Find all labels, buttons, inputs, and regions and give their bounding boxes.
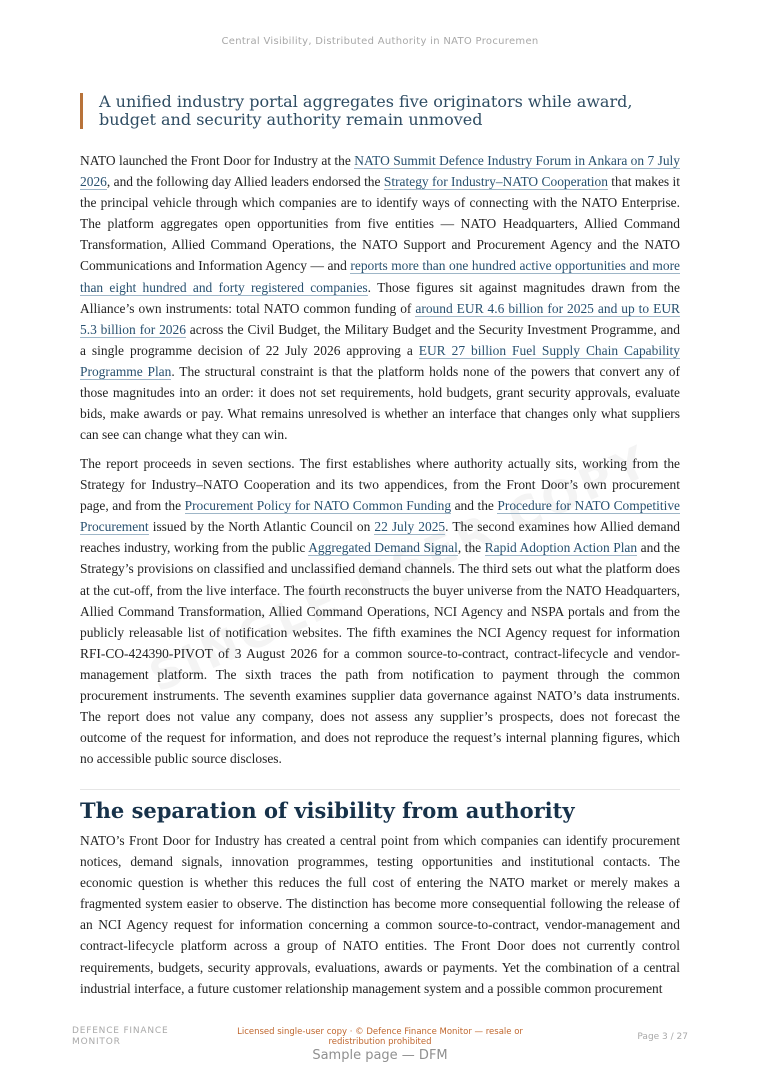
page-number: Page 3 / 27: [637, 1032, 688, 1042]
sample-label: Sample page — DFM: [312, 1048, 448, 1063]
link-fuel-supply-plan[interactable]: EUR 27 billion Fuel Supply Chain Capability Programme Plan: [80, 342, 680, 379]
link-common-funding[interactable]: around EUR 4.6 billion for 2025 and up to EUR 5.3 billion for 2026: [80, 300, 680, 337]
section-heading: The separation of visibility from authority: [80, 798, 575, 823]
body-paragraph-2: [80, 453, 680, 769]
text-run: , the: [457, 540, 485, 556]
text-run: issued by the North Atlantic Council on: [148, 519, 375, 535]
pull-quote: A unified industry portal aggregates five originators while award, budget and security authority remain unmoved: [80, 93, 680, 129]
text-run: that makes it the principal vehicle through which companies are to identify ways of connecting with the NATO Enterprise. The platform aggregates open opportunities from five entities — NATO Headquarters, Allied Command Transformation, Allied Command Operations, the NATO Support and Procurement Agency and the NATO Communications and Information Agency — and: [80, 174, 680, 274]
link-competitive-procedure[interactable]: Procedure for NATO Competitive Procurement: [80, 498, 681, 535]
link-demand-signal[interactable]: Aggregated Demand Signal: [308, 540, 458, 556]
text-run: and the: [451, 498, 498, 514]
text-run: The report proceeds in seven sections. The first establishes where authority actually sits, working from the Strategy for Industry–NATO Cooperation and its two appendices, from the Front Door’s own procurement page, and from the: [80, 456, 680, 514]
body-paragraph-3: NATO’s Front Door for Industry has created a central point from which companies can identify procurement notices, demand signals, innovation programmes, testing opportunities and institutional contacts. The economic question is whether this reduces the full cost of entering the NATO market or merely makes a fragmented system easier to observe. The distinction has become more consequential following the release of an NCI Agency request for information concerning a common source-to-contract, vendor-management and contract-lifecycle platform across a group of NATO entities. The Front Door does not currently control requirements, budgets, security approvals, evaluations, awards or payments. Yet the combination of a central industrial interface, a future customer relationship management system and a possible common procurement: [80, 833, 680, 996]
link-strategy-industry[interactable]: Strategy for Industry–NATO Cooperation: [383, 174, 608, 190]
section-divider: [80, 789, 680, 790]
running-header: Central Visibility, Distributed Authority in NATO Procuremen: [221, 36, 539, 47]
footer-license: Licensed single-user copy · © Defence Finance Monitor — resale or redistribution prohibited: [237, 1027, 523, 1047]
link-rapid-adoption[interactable]: Rapid Adoption Action Plan: [484, 540, 638, 556]
text-run: , and the following day Allied leaders endorsed the: [106, 174, 384, 190]
text-run: NATO launched the Front Door for Industry at the: [80, 153, 355, 168]
body-paragraph-1: [80, 150, 680, 445]
text-run: . The structural constraint is that the platform holds none of the powers that convert any of those magnitudes into an order: it does not set requirements, hold budgets, grant security approvals, evaluate bids, make awards or pay. What remains unresolved is whether an interface that changes only what suppliers can see can change what they can win.: [80, 363, 680, 443]
text-run: . The second examines how Allied demand reaches industry, working from the public: [80, 519, 681, 556]
text-run: . Those figures sit against magnitudes drawn from the Alliance’s own instruments: total NATO common funding of: [80, 279, 680, 316]
link-ankara-forum[interactable]: NATO Summit Defence Industry Forum in Ankara on 7 July 2026: [80, 153, 680, 190]
text-run: and the Strategy’s provisions on classified and unclassified demand channels. The third sets out what the platform does at the cut-off, from the live interface. The fourth reconstructs the buyer universe from the NATO Headquarters, Allied Command Transformation, Allied Command Operations, NCI Agency and NSPA portals and from the publicly releasable list of notification websites. The fifth examines the NCI Agency request for information RFI-CO-424390-PIVOT of 3 August 2026 for a common source-to-contract, contract-lifecycle and vendor-management platform. The sixth traces the path from notification to payment through the common procurement instruments. The seventh examines supplier data governance against NATO’s data instruments. The report does not value any company, does not assess any supplier’s prospects, does not forecast the outcome of the request for information, and does not reproduce the request’s internal planning figures, which no accessible public source discloses.: [80, 540, 681, 767]
link-opportunities-count[interactable]: reports more than one hundred active opportunities and more than eight hundred and forty registered companies: [80, 258, 681, 295]
link-procurement-policy[interactable]: Procurement Policy for NATO Common Funding: [184, 498, 452, 514]
link-date-2025[interactable]: 22 July 2025: [374, 519, 446, 535]
footer-publisher: DEFENCE FINANCE MONITOR: [72, 1026, 169, 1047]
text-run: across the Civil Budget, the Military Budget and the Security Investment Programme, and a single programme decision of 22 July 2026 approving a: [80, 321, 680, 358]
